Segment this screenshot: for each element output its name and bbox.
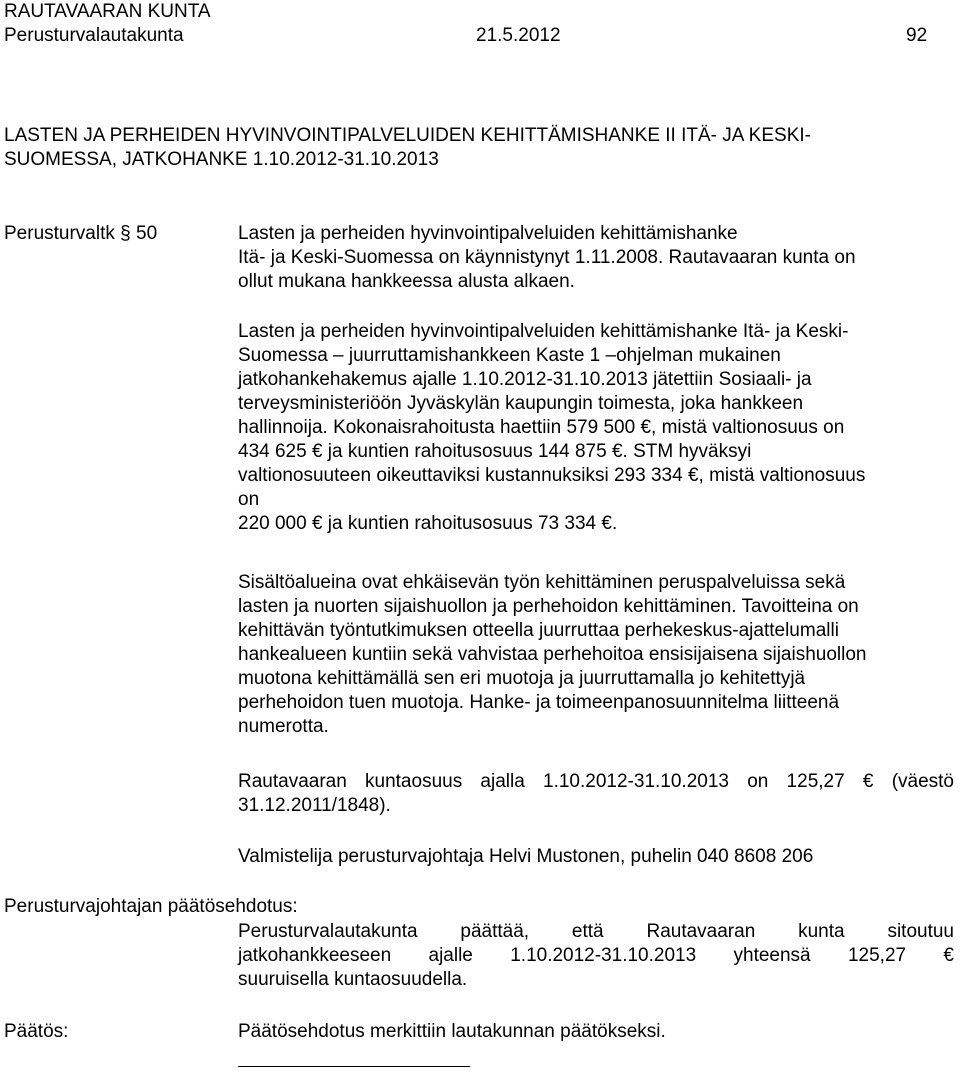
text-line: perhehoidon tuen muotoja. Hanke- ja toimeenpanosuunnitelma liitteenä — [238, 692, 840, 713]
text-line: jatkohankehakemus ajalle 1.10.2012-31.10.2013 jätettiin Sosiaali- ja — [238, 369, 812, 390]
text-line: hankealueen kuntiin sekä vahvistaa perhehoitoa ensisijaisena sijaishuollon — [238, 644, 867, 665]
text-line: jatkohankkeeseen ajalle 1.10.2012-31.10.2013 yhteensä 125,27 € — [238, 945, 954, 966]
text-line: 31.12.2011/1848). — [238, 795, 391, 816]
text-line: Itä- ja Keski-Suomessa on käynnistynyt 1.11.2008. Rautavaaran kunta on — [238, 247, 856, 268]
text-line: Sisältöalueina ovat ehkäisevän työn kehittäminen peruspalveluissa sekä — [238, 572, 846, 593]
section-label: Perusturvaltk § 50 — [4, 223, 158, 244]
text-line: muotona kehittämällä sen eri muotoja ja juurruttamalla jo kehitettyjä — [238, 668, 806, 689]
text-line: on — [238, 489, 260, 510]
text-line: valtionosuuteen oikeuttaviksi kustannuksiksi 293 334 €, mistä valtionosuus — [238, 465, 866, 486]
proposal-text — [238, 920, 954, 992]
text-line: Suomessa – juurruttamishankkeen Kaste 1 –ohjelman mukainen — [238, 345, 781, 366]
decision-text: Päätösehdotus merkittiin lautakunnan päätökseksi. — [238, 1021, 666, 1042]
text-line: terveysministeriöön Jyväskylän kaupungin toimesta, joka hankkeen — [238, 393, 804, 414]
page-number: 92 — [906, 25, 928, 46]
text-line: Perusturvalautakunta päättää, että Rautavaaran kunta sitoutuu — [238, 921, 954, 942]
text-line: kehittävän työntutkimuksen otteella juurruttaa perhekeskus-ajattelumalli — [238, 620, 839, 641]
text-line: hallinnoija. Kokonaisrahoitusta haettiin 579 500 €, mistä valtionosuus on — [238, 417, 845, 438]
document-title-line-1: LASTEN JA PERHEIDEN HYVINVOINTIPALVELUIDEN KEHITTÄMISHANKE II ITÄ- JA KESKI- — [4, 125, 811, 146]
text-line: numerotta. — [238, 716, 329, 737]
decision-label: Päätös: — [4, 1021, 69, 1042]
preparer-line — [238, 845, 954, 869]
text-line: Valmistelija perusturvajohtaja Helvi Mustonen, puhelin 040 8608 206 — [238, 846, 814, 867]
text-line: Lasten ja perheiden hyvinvointipalveluiden kehittämishanke Itä- ja Keski- — [238, 321, 849, 342]
text-line: 434 625 € ja kuntien rahoitusosuus 144 875 €. STM hyväksyi — [238, 441, 752, 462]
board-name: Perusturvalautakunta — [4, 25, 184, 46]
signature-line — [238, 1066, 470, 1067]
text-line: Rautavaaran kuntaosuus ajalla 1.10.2012-31.10.2013 on 125,27 € (väestö — [238, 771, 954, 792]
paragraph-content-areas — [238, 571, 954, 739]
paragraph-intro — [238, 222, 954, 294]
document-title-line-2: SUOMESSA, JATKOHANKE 1.10.2012-31.10.2013 — [4, 149, 439, 170]
proposal-label: Perusturvajohtajan päätösehdotus: — [4, 896, 298, 917]
municipality-name: RAUTAVAARAN KUNTA — [4, 1, 211, 22]
paragraph-funding — [238, 320, 954, 536]
meeting-date: 21.5.2012 — [476, 25, 561, 46]
text-line: suuruisella kuntaosuudella. — [238, 969, 468, 990]
paragraph-municipal-share — [238, 770, 954, 818]
text-line: ollut mukana hankkeessa alusta alkaen. — [238, 271, 575, 292]
text-line: Lasten ja perheiden hyvinvointipalveluiden kehittämishanke — [238, 223, 738, 244]
text-line: 220 000 € ja kuntien rahoitusosuus 73 334 €. — [238, 513, 618, 534]
text-line: lasten ja nuorten sijaishuollon ja perhehoidon kehittäminen. Tavoitteina on — [238, 596, 859, 617]
